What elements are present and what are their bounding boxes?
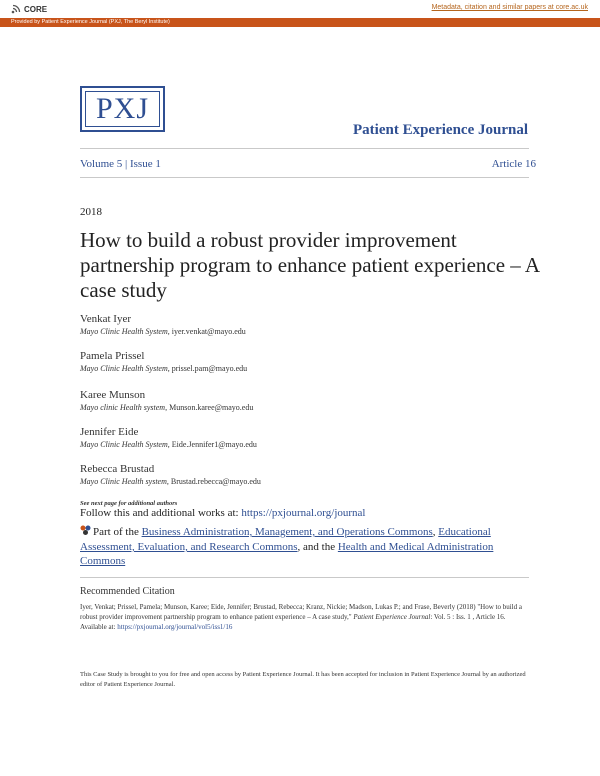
author-name: Venkat Iyer <box>80 313 132 325</box>
article-number: Article 16 <box>491 158 536 170</box>
citation-available <box>80 623 232 631</box>
author-name: Karee Munson <box>80 389 146 401</box>
bepress-network-icon <box>80 525 91 540</box>
paper-title: How to build a robust provider improvement partnership program to enhance patient experience – A case study <box>80 228 539 302</box>
part-of-prefix: Part of the <box>93 526 142 538</box>
author-email: , Munson.karee@mayo.edu <box>165 403 254 412</box>
follow-prefix: Follow this and additional works at: <box>80 507 242 519</box>
author-block <box>80 425 520 451</box>
author-name: Rebecca Brustad <box>80 463 155 475</box>
core-logo[interactable] <box>11 3 47 15</box>
core-logo-icon <box>11 4 21 14</box>
divider-bottom <box>80 177 529 178</box>
author-affiliation <box>80 326 520 338</box>
author-email: , Eide.Jennifer1@mayo.edu <box>167 440 257 449</box>
author-email: , prissel.pam@mayo.edu <box>167 364 248 373</box>
citation-divider <box>80 577 529 578</box>
citation-heading: Recommended Citation <box>80 586 175 597</box>
commons-link-health[interactable]: Health and Medical Administration Commons <box>80 541 494 567</box>
author-name: Jennifer Eide <box>80 426 139 438</box>
part-of-separator: , <box>432 526 439 538</box>
author-block <box>80 349 520 375</box>
author-block <box>80 312 520 338</box>
author-org: Mayo clinic Health system <box>80 403 166 412</box>
follow-link[interactable]: https://pxjournal.org/journal <box>241 507 366 519</box>
part-of-commons <box>80 525 520 568</box>
citation-tail: : Vol. 5 : Iss. 1 , Article 16. <box>430 613 506 621</box>
author-block <box>80 388 520 414</box>
citation-main: Iyer, Venkat; Prissel, Pamela; Munson, Karee; Eide, Jennifer; Brustad, Rebecca; Kranz, Nickie; Madson, Lukas P.; and Frase, Beverly (2018) "How to build a robust provider improvement partnership program to enhance patient experience – A case study," <box>80 603 522 621</box>
author-name: Pamela Prissel <box>80 350 145 362</box>
core-metadata-link[interactable]: Metadata, citation and similar papers at core.ac.uk <box>431 4 588 11</box>
author-org: Mayo Clinic Health System <box>80 440 168 449</box>
journal-logo-text: PXJ <box>95 92 150 125</box>
divider-top <box>80 148 529 149</box>
follow-line <box>80 507 365 519</box>
citation-available-prefix: Available at: <box>80 623 118 631</box>
provided-by-text: Provided by Patient Experience Journal (PXJ, The Beryl Institute) <box>11 19 170 25</box>
author-email: , Brustad.rebecca@mayo.edu <box>166 477 261 486</box>
journal-logo-inner <box>85 91 160 127</box>
citation-text <box>80 602 525 632</box>
volume-issue: Volume 5 | Issue 1 <box>80 158 161 170</box>
core-bar <box>0 0 600 18</box>
commons-link-business[interactable]: Business Administration, Management, and Operations Commons <box>141 526 433 538</box>
commons-link-educational[interactable]: Educational Assessment, Evaluation, and Research Commons <box>80 526 491 553</box>
author-org: Mayo Clinic Health System <box>80 364 168 373</box>
author-block <box>80 462 520 488</box>
author-org: Mayo Clinic Health System <box>80 327 168 336</box>
part-of-separator: , and the <box>297 541 338 553</box>
citation-available-link[interactable]: https://pxjournal.org/journal/vol5/iss1/16 <box>117 623 233 631</box>
author-org: Mayo Clinic Health system <box>80 477 167 486</box>
author-email: , iyer.venkat@mayo.edu <box>167 327 246 336</box>
see-next-page-note: See next page for additional authors <box>80 500 178 507</box>
journal-logo <box>80 86 165 132</box>
provided-by-bar <box>0 18 600 27</box>
publication-year: 2018 <box>80 206 102 218</box>
author-affiliation <box>80 402 520 414</box>
core-brand-label: CORE <box>24 4 48 14</box>
author-affiliation <box>80 476 520 488</box>
author-affiliation <box>80 439 520 451</box>
citation-journal: Patient Experience Journal <box>353 613 431 621</box>
author-affiliation <box>80 363 520 375</box>
journal-name: Patient Experience Journal <box>353 122 528 138</box>
open-access-note: This Case Study is brought to you for free and open access by Patient Experience Journal. It has been accepted for inclusion in Patient Experience Journal by an authorized editor of Patient Experience Journal. <box>80 671 526 688</box>
